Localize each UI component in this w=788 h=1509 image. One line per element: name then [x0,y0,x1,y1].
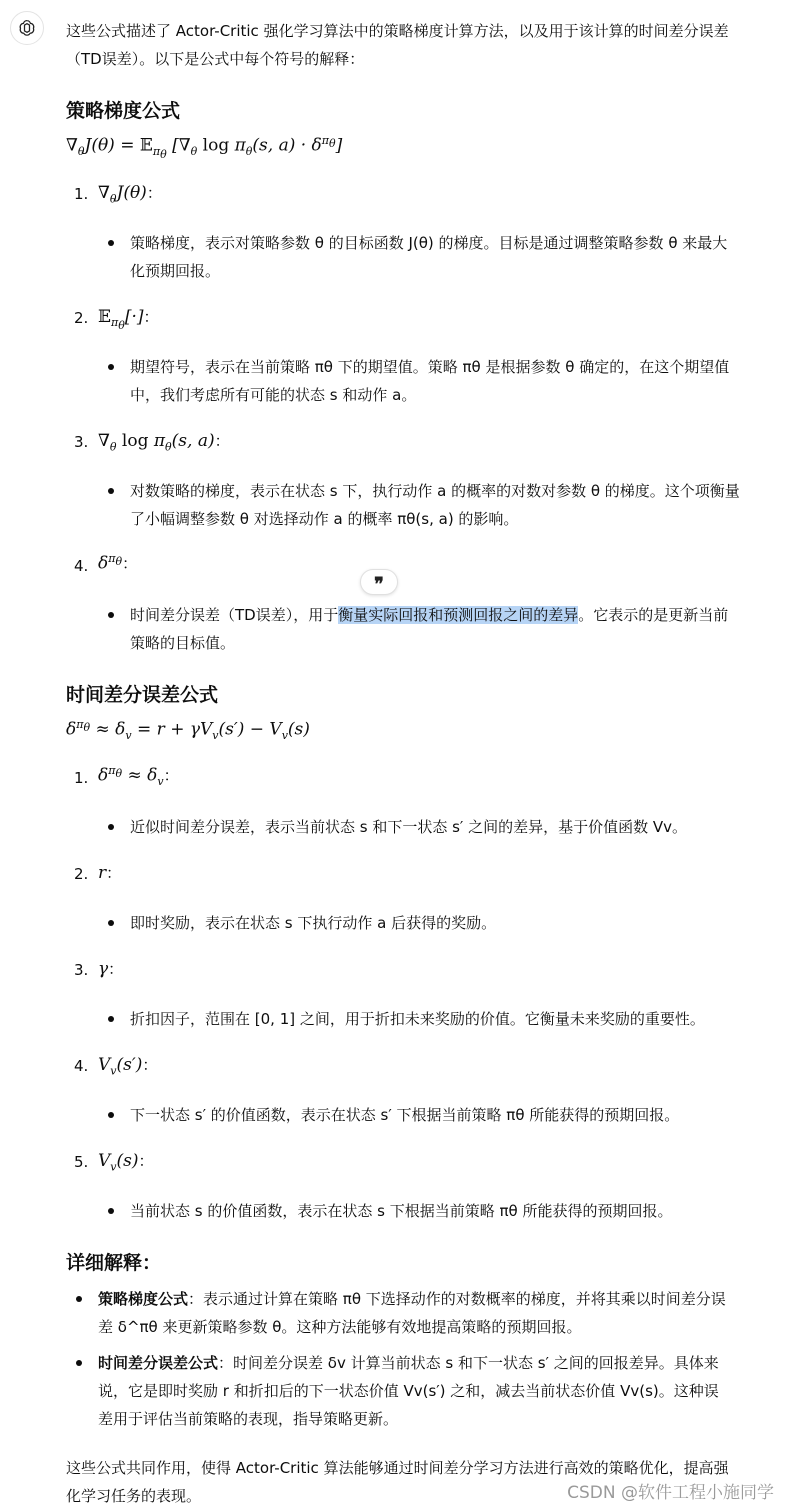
bullet-dot [108,488,114,494]
item-desc-line: 了小幅调整参数 θ 对选择动作 a 的概率 πθ(s, a) 的影响。 [130,510,519,528]
item-desc-line: 期望符号，表示在当前策略 πθ 下的期望值。策略 πθ 是根据参数 θ 确定的，在这个期望值 [130,358,730,376]
formula-policy-gradient: $\nabla_\theta J(\theta)$ = 𝔼$_{\pi_\theta}$ [$\nabla_\theta$ $\log \pi_\theta(s$, $a) \cdot \delta^{\pi_\theta}$] [66,134,343,162]
symbol-gamma: γ： [98,959,124,979]
symbol-delta-approx: $\delta^{\pi_\theta} \approx \delta_v$： [98,764,179,789]
detail-line: 说，它是即时奖励 r 和折扣后的下一状态价值 Vv(s′) 之和，减去当前状态价值 Vv(s)。这种误 [98,1382,719,1400]
text-after-selection: 。它表示的是更新当前 [578,606,729,624]
item-desc-line: 策略的目标值。 [130,634,236,652]
quote-selection-button[interactable]: ❞ [360,569,398,595]
list-number: 2. [74,309,89,327]
item-desc-line: 折扣因子，范围在 [0, 1] 之间，用于折扣未来奖励的价值。它衡量未来奖励的重要性。 [130,1010,705,1028]
bullet-dot [108,1112,114,1118]
bullet-dot [108,612,114,618]
detail-text: ：表示通过计算在策略 πθ 下选择动作的对数概率的梯度，并将其乘以时间差分误 [188,1290,726,1308]
symbol-V-next: $V_v(s')$： [98,1055,158,1078]
list-number: 3. [74,433,89,451]
symbol-grad-log-pi: $\nabla_\theta$ $\log \pi_\theta(s$, a)： [98,431,230,454]
outro-line-1: 这些公式共同作用，使得 Actor-Critic 算法能够通过时间差分学习方法进行高效的策略优化，提高强 [66,1459,729,1477]
symbol-r: r： [98,863,122,883]
section-title-td-error: 时间差分误差公式 [66,684,219,706]
list-number: 4. [74,1057,89,1075]
bullet-dot [76,1360,82,1366]
formula-td-error: $\delta^{\pi_\theta} \approx \delta_v = r + \gamma V_v(s') - V_v(s)$ [66,718,310,743]
item-desc-line: 当前状态 s 的价值函数，表示在状态 s 下根据当前策略 πθ 所能获得的预期回报。 [130,1202,673,1220]
detail-label: 策略梯度公式 [98,1290,189,1308]
bullet-dot [76,1296,82,1302]
item-desc-line: 对数策略的梯度，表示在状态 s 下，执行动作 a 的概率的对数对参数 θ 的梯度。这个项衡量 [130,482,740,500]
item-desc-line-highlighted[interactable] [130,604,728,625]
symbol-grad-J: $\nabla_\theta J(\theta)$： [98,183,162,206]
item-desc-line: 即时奖励，表示在状态 s 下执行动作 a 后获得的奖励。 [130,914,497,932]
item-desc-line: 中，我们考虑所有可能的状态 s 和动作 a。 [130,386,417,404]
detail-line: 差 δ^πθ 来更新策略参数 θ。这种方法能够有效地提高策略的预期回报。 [98,1318,582,1336]
list-number: 4. [74,557,89,575]
list-number: 1. [74,769,89,787]
item-desc-line: 策略梯度，表示对策略参数 θ 的目标函数 J(θ) 的梯度。目标是通过调整策略参数 θ 来最大 [130,234,728,252]
list-number: 5. [74,1153,89,1171]
item-desc-line: 近似时间差分误差，表示当前状态 s 和下一状态 s′ 之间的差异，基于价值函数 Vv。 [130,818,688,836]
detail-label: 时间差分误差公式 [98,1354,219,1372]
detail-line [98,1288,726,1309]
list-number: 3. [74,961,89,979]
assistant-avatar [10,11,44,45]
bullet-dot [108,240,114,246]
section-title-policy-gradient: 策略梯度公式 [66,100,181,122]
list-number: 2. [74,865,89,883]
symbol-delta-pi: $\delta^{\pi_\theta}$： [98,552,138,574]
selected-text[interactable]: 衡量实际回报和预测回报之间的差异 [338,606,579,624]
intro-line-2: （TD误差）。以下是公式中每个符号的解释： [66,50,365,68]
symbol-expectation: 𝔼$_{\pi_\theta}$[·]： [98,307,159,333]
detail-text: ：时间差分误差 δv 计算当前状态 s 和下一状态 s′ 之间的回报差异。具体来 [218,1354,719,1372]
openai-logo-icon [17,18,37,38]
symbol-V-current: $V_v(s)$： [98,1151,154,1174]
section-title-detailed: 详细解释： [66,1252,162,1274]
bullet-dot [108,920,114,926]
bullet-dot [108,364,114,370]
item-desc-line: 化预期回报。 [130,262,221,280]
bullet-dot [108,1208,114,1214]
bullet-dot [108,1016,114,1022]
detail-line [98,1352,719,1373]
csdn-watermark: CSDN @软件工程小施同学 [567,1483,774,1503]
outro-line-2: 化学习任务的表现。 [66,1487,202,1505]
bullet-dot [108,824,114,830]
list-number: 1. [74,185,89,203]
item-desc-line: 下一状态 s′ 的价值函数，表示在状态 s′ 下根据当前策略 πθ 所能获得的预期回报。 [130,1106,680,1124]
intro-line-1: 这些公式描述了 Actor-Critic 强化学习算法中的策略梯度计算方法，以及用于该计算的时间差分误差 [66,22,729,40]
text-before-selection: 时间差分误差（TD误差），用于 [130,606,339,624]
detail-line: 差用于评估当前策略的表现，指导策略更新。 [98,1410,399,1428]
